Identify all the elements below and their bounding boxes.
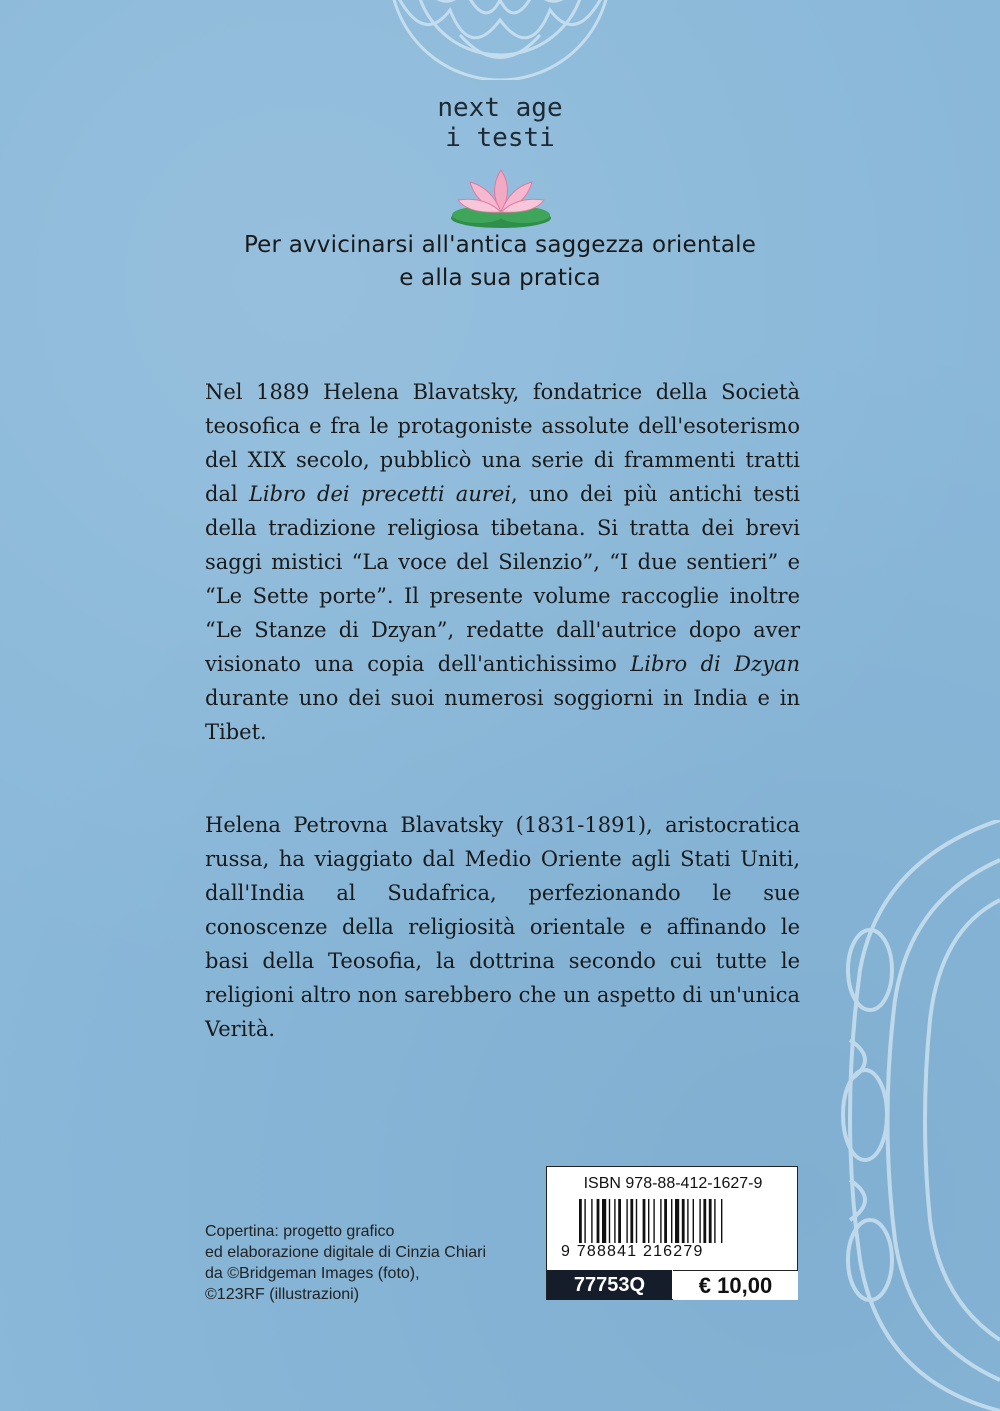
credits-line: ed elaborazione digitale di Cinzia Chiari bbox=[205, 1244, 487, 1261]
description-text: durante uno dei suoi numerosi soggiorni in India e in Tibet. bbox=[205, 686, 800, 744]
product-code: 77753Q bbox=[547, 1270, 672, 1300]
isbn-text: ISBN 978-88-412-1627-9 bbox=[583, 1175, 763, 1192]
mandala-icon bbox=[360, 0, 640, 80]
credits-line: ©123RF (illustrazioni) bbox=[205, 1286, 360, 1303]
barcode-box bbox=[546, 1166, 798, 1300]
description-text: , uno dei più antichi testi della tradizione religiosa tibetana. Si tratta dei brevi saggi mistici “La voce del Silenzio”, “I due sentieri” e “Le Sette porte”. Il presente volume raccoglie inoltre “Le Stanze di Dzyan”, redatte dall'autrice dopo aver visionato una copia dell'antichissimo bbox=[205, 482, 800, 676]
description-paragraph bbox=[205, 375, 800, 749]
description-text: Nel 1889 Helena Blavatsky, fondatrice della Società teosofica e fra le protagoniste assolute dell'esoterismo del XIX secolo, pubblicò una serie di frammenti tratti dal bbox=[205, 380, 800, 506]
book-title-italic: Libro di Dzyan bbox=[630, 652, 800, 676]
barcode-icon bbox=[579, 1199, 769, 1243]
series-name: next age bbox=[437, 93, 563, 123]
author-bio-paragraph: Helena Petrovna Blavatsky (1831-1891), aristocratica russa, ha viaggiato dal Medio Oriente agli Stati Uniti, dall'India al Sudafrica, perfezionando le sue conoscenze della religiosità orientale e affinando le basi della Teosofia, la dottrina secondo cui tutte le religioni altro non sarebbero che un aspetto di un'unica Verità. bbox=[205, 813, 800, 1041]
cover-credits bbox=[205, 1221, 525, 1305]
series-subname: i testi bbox=[445, 123, 555, 153]
barcode-digits: 9 788841 216279 bbox=[561, 1243, 704, 1260]
book-title-italic: Libro dei precetti aurei bbox=[248, 482, 512, 506]
tagline-line-1: Per avvicinarsi all'antica saggezza orientale bbox=[243, 232, 757, 258]
credits-line: Copertina: progetto grafico bbox=[205, 1223, 395, 1240]
lotus-icon bbox=[448, 160, 554, 232]
price: € 10,00 bbox=[673, 1270, 798, 1300]
credits-line: da ©Bridgeman Images (foto), bbox=[205, 1265, 420, 1282]
tagline-line-2: e alla sua pratica bbox=[399, 265, 601, 291]
mandala-icon bbox=[840, 820, 1000, 1411]
